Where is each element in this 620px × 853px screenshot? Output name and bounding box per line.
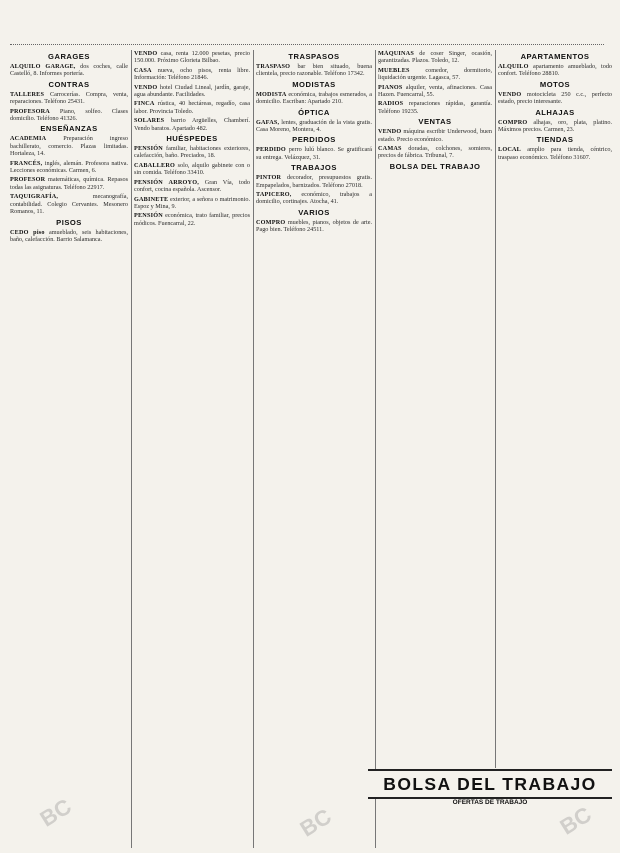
column-rule — [131, 50, 132, 848]
section-heading: BOLSA DEL TRABAJO — [389, 161, 481, 171]
ad-keyword: CASA — [134, 66, 152, 74]
classified-columns — [10, 50, 614, 848]
classified-ad — [10, 108, 128, 123]
ad-text: económica, trato familiar, precios módicos. Fuencarral, 22. — [134, 212, 250, 227]
ad-text: motocicleta 250 c.c., perfecto estado, precio interesante. — [498, 90, 612, 106]
ad-text: amueblado, seis habitaciones, baño, calefacción. Barrio Salamanca. — [10, 228, 128, 243]
ad-text: barrio Argüelles, Chamberí. Vendo baratos. Apartado 482. — [134, 117, 250, 132]
section-heading: PISOS — [56, 217, 82, 227]
ad-keyword: CAMAS — [378, 145, 402, 153]
ad-text: inglés, alemán. Profesora nativa. Lecciones económicas. Carmen, 6. — [10, 159, 128, 175]
ad-text: amplio para tienda, céntrico, traspaso económico. Teléfono 31607. — [498, 146, 612, 161]
classified-ad — [10, 229, 128, 244]
ad-keyword: PINTOR — [256, 174, 282, 182]
classified-ad — [10, 176, 128, 191]
watermark: BC — [35, 793, 76, 832]
ad-keyword: PIANOS — [378, 83, 403, 91]
section-heading: TRASPASOS — [288, 52, 340, 61]
ad-keyword: CEDO piso — [10, 228, 45, 236]
classified-ad — [378, 128, 492, 143]
column-5 — [498, 50, 612, 768]
section-subhead: OFERTAS DE TRABAJO — [452, 799, 528, 806]
section-heading: MOTOS — [539, 79, 571, 89]
classified-ad — [256, 63, 372, 78]
ad-text: reparaciones rápidas, garantía. Teléfono 19235. — [378, 100, 492, 115]
ad-keyword: VENDO — [134, 50, 158, 57]
section-heading: MODISTAS — [292, 79, 336, 89]
ad-keyword: TAPICERO, — [256, 191, 292, 199]
classified-ad — [256, 119, 372, 134]
classified-ad — [134, 67, 250, 82]
classified-ad — [10, 160, 128, 175]
column-rule — [495, 50, 496, 768]
section-heading: APARTAMENTOS — [520, 52, 590, 61]
ad-keyword: PENSIÓN ARROYO, — [134, 178, 199, 186]
ad-text: lentes, graduación de la vista gratis. Casa Moreno, Montera, 4. — [256, 118, 372, 134]
ad-keyword: FINCA — [134, 100, 155, 108]
ad-keyword: COMPRO — [256, 218, 286, 226]
ad-text: económico, trabajos a domicilio, cortinajes. Atocha, 41. — [256, 191, 372, 206]
ad-keyword: TALLERES — [10, 90, 45, 98]
ad-keyword: TAQUIGRAFÍA, — [10, 193, 59, 201]
column-2 — [134, 50, 250, 848]
ad-keyword: MÁQUINAS — [378, 50, 414, 57]
ad-text: máquina escribir Underwood, buen estado. Precio económico. — [378, 128, 492, 143]
ad-keyword: GABINETE — [134, 195, 169, 203]
classified-ad — [498, 63, 612, 78]
section-heading: VARIOS — [298, 207, 330, 217]
ad-text: decorador, presupuestos gratis. Empapelados, barnizados. Teléfono 27018. — [256, 174, 372, 189]
ad-text: económica, trabajos esmerados, a domicilio. Escriban: Apartado 210. — [256, 90, 372, 106]
ad-text: Piano, solfeo. Clases domicilio. Teléfono 41326. — [10, 107, 128, 123]
section-banner-bolsa-del-trabajo: BOLSA DEL TRABAJO — [368, 769, 612, 799]
classified-ad — [134, 84, 250, 99]
section-heading: HUÉSPEDES — [166, 134, 218, 144]
ad-text: bar bien situado, buena clientela, precio razonable. Teléfono 17342. — [256, 63, 372, 78]
section-heading: GARAGES — [48, 52, 90, 61]
ad-text: Carrocerías. Compra, venta, reparaciones. Teléfono 25431. — [10, 90, 128, 106]
ad-text: familiar, habitaciones exteriores, calefacción, baño. Preciados, 18. — [134, 145, 250, 160]
column-rule — [375, 50, 376, 848]
top-rule — [10, 44, 604, 45]
section-heading: CONTRAS — [48, 79, 90, 89]
ad-keyword: ACADEMIA — [10, 135, 47, 143]
classified-ad — [134, 145, 250, 160]
classified-ad — [256, 146, 372, 161]
ad-keyword: VENDO — [134, 83, 158, 91]
ad-text: doradas, colchones, somieres, precios de fábrica. Tribunal, 7. — [378, 145, 492, 160]
ad-text: solo, alquilo gabinete con o sin comida. Teléfono 33410. — [134, 161, 250, 177]
ad-keyword: VENDO — [498, 90, 522, 98]
classified-ad — [378, 67, 492, 82]
classified-ad — [378, 50, 492, 65]
classified-ad — [10, 135, 128, 157]
classified-ad — [256, 191, 372, 206]
ad-keyword: PENSIÓN — [134, 212, 163, 220]
ad-keyword: RADIOS — [378, 100, 404, 108]
classified-ad — [498, 91, 612, 106]
ad-keyword: MUEBLES — [378, 66, 410, 74]
ad-text: casa, renta 12.000 pesetas, precio 150.000. Próximo Glorieta Bilbao. — [134, 50, 250, 65]
ad-keyword: PROFESORA — [10, 107, 50, 115]
classified-ad — [10, 193, 128, 215]
ad-text: dos coches, calle Castelló, 8. Informes portería. — [10, 63, 128, 78]
ad-text: alquiler, venta, afinaciones. Casa Hazen. Fuencarral, 55. — [378, 83, 492, 99]
ad-keyword: GAFAS, — [256, 118, 280, 126]
ad-text: de coser Singer, ocasión, garantizadas. Plazos. Toledo, 12. — [378, 50, 492, 65]
ad-text: rústica, 40 hectáreas, regadío, casa labor. Provincia Toledo. — [134, 100, 250, 115]
ad-text: comedor, dormitorio, liquidación urgente. Lagasca, 57. — [378, 66, 492, 82]
watermark: BC — [555, 801, 596, 840]
ad-text: Gran Vía, todo confort, cocina española. Ascensor. — [134, 178, 250, 194]
classified-ad — [134, 212, 250, 227]
ad-text: hotel Ciudad Lineal, jardín, garaje, agua abundante. Facilidades. — [134, 83, 250, 99]
ad-text: exterior, a señora o matrimonio. Espoz y Mina, 9. — [134, 195, 250, 210]
column-3 — [256, 50, 372, 848]
ad-text: alhajas, oro, plata, platino. Máximos precios. Carmen, 23. — [498, 118, 612, 134]
column-1 — [10, 50, 128, 848]
ad-keyword: ALQUILO GARAGE, — [10, 63, 76, 70]
classified-ad — [256, 91, 372, 106]
ad-keyword: LOCAL — [498, 146, 522, 154]
section-heading: TRABAJOS — [291, 163, 337, 173]
ad-keyword: CABALLERO — [134, 161, 175, 169]
ad-keyword: MODISTA — [256, 90, 287, 98]
classified-ad — [256, 174, 372, 189]
classified-ad — [134, 100, 250, 115]
ad-text: apartamento amueblado, todo confort. Teléfono 28810. — [498, 63, 612, 78]
ad-text: muebles, pianos, objetos de arte. Pago bien. Teléfono 24511. — [256, 218, 372, 234]
ad-text: perro lulú blanco. Se gratificará su entrega. Velázquez, 31. — [256, 146, 372, 161]
watermark: BC — [295, 803, 336, 842]
classified-ad — [134, 117, 250, 132]
ad-keyword: PENSIÓN — [134, 145, 163, 153]
section-heading: ÓPTICA — [298, 107, 330, 117]
classified-ad — [256, 219, 372, 234]
column-4 — [378, 50, 492, 768]
classified-ad — [134, 179, 250, 194]
ad-text: nueva, ocho pisos, renta libre. Información: Teléfono 21846. — [134, 66, 250, 82]
ad-keyword: COMPRO — [498, 118, 528, 126]
classified-ad — [134, 196, 250, 211]
section-heading: ALHAJAS — [535, 107, 575, 117]
ad-text: mecanografía, contabilidad. Colegio Cervantes. Mesonero Romanos, 11. — [10, 193, 128, 216]
ad-keyword: PERDIDO — [256, 146, 286, 154]
ad-keyword: ALQUILO — [498, 63, 529, 70]
classified-ad — [378, 100, 492, 115]
ad-text: matemáticas, química. Repasos todas las asignaturas. Teléfono 22917. — [10, 176, 128, 191]
section-heading: VENTAS — [418, 117, 452, 127]
column-rule — [253, 50, 254, 848]
ad-keyword: PROFESOR — [10, 176, 46, 184]
ad-keyword: FRANCÉS, — [10, 159, 43, 167]
classified-ad — [378, 84, 492, 99]
classified-ad — [10, 63, 128, 78]
classified-ad — [498, 119, 612, 134]
section-heading: PERDIDOS — [292, 135, 336, 145]
ad-text: Preparación ingreso bachillerato, comercio. Plazas limitadas. Hortaleza, 14. — [10, 135, 128, 158]
ad-keyword: TRASPASO — [256, 63, 291, 70]
classified-ad — [10, 91, 128, 106]
ad-keyword: SOLARES — [134, 117, 165, 125]
section-heading: TIENDAS — [536, 135, 574, 145]
classified-ad — [134, 162, 250, 177]
ad-keyword: VENDO — [378, 128, 402, 136]
classified-ad — [134, 50, 250, 65]
section-heading: ENSEÑANZAS — [40, 124, 98, 134]
classified-ad — [498, 146, 612, 161]
classified-ad — [378, 145, 492, 160]
